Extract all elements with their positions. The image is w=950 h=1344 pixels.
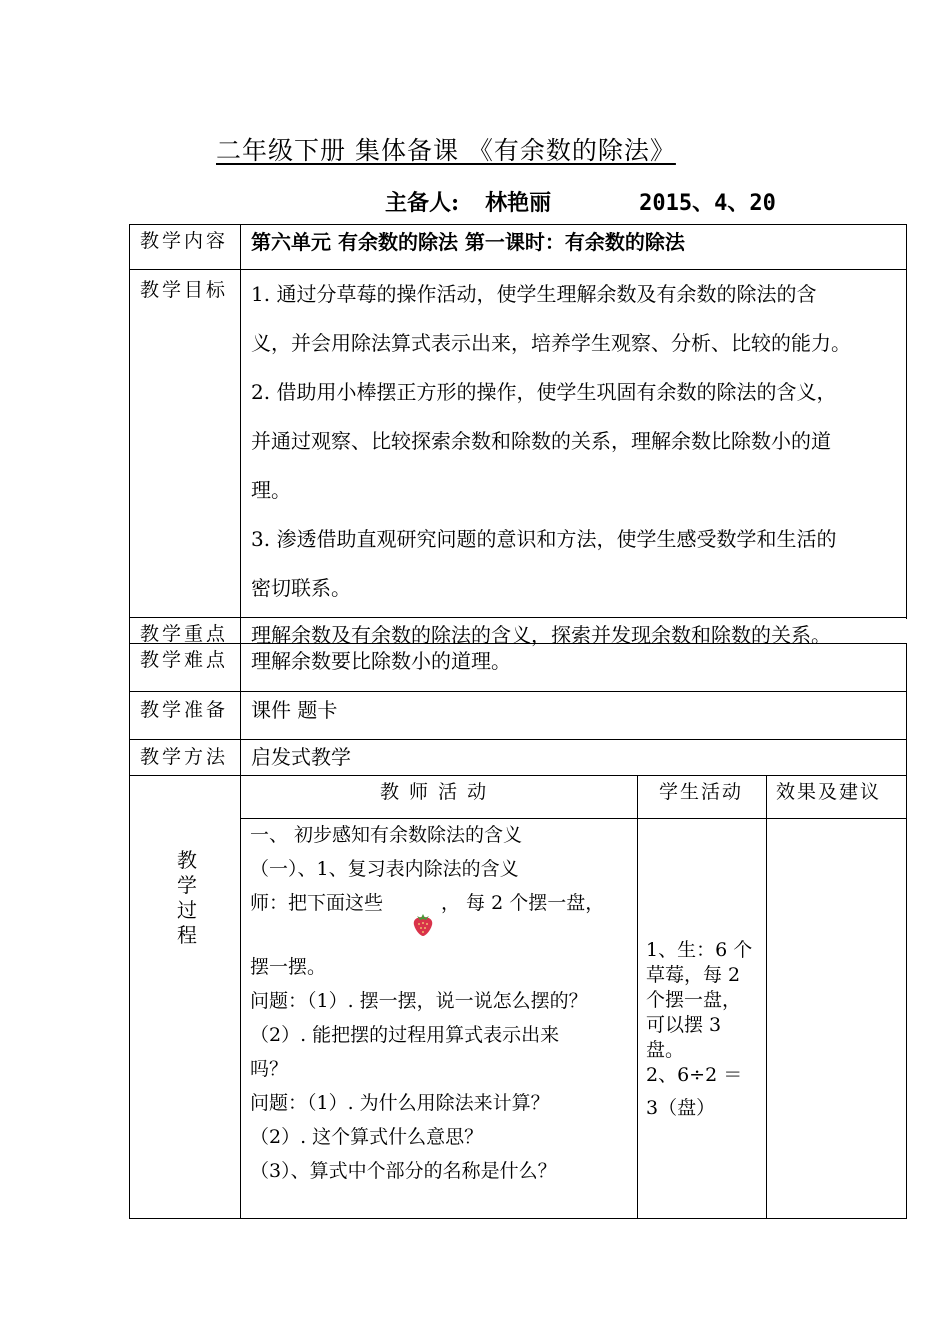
goal-line: 并通过观察、比较探索余数和除数的关系，理解余数比除数小的道 (251, 429, 831, 453)
key-points-value: 理解余数及有余数的除法的含义，探索并发现余数和除数的关系。 (251, 623, 831, 647)
header-student-activity: 学生活动 (659, 781, 744, 803)
teacher-line-part: ， 每 2 个摆一盘， (441, 892, 605, 914)
method-value: 启发式教学 (251, 745, 351, 769)
preparer-line (385, 186, 776, 217)
preparation-value: 课件 题卡 (251, 698, 338, 722)
student-line: 可以摆 3 (646, 1014, 722, 1036)
teacher-line: （2）. 这个算式什么意思？ (250, 1126, 484, 1148)
strawberry-icon (411, 911, 435, 937)
label-process (172, 848, 202, 948)
goal-line: 2. 借助用小棒摆正方形的操作，使学生巩固有余数的除法的含义， (251, 380, 837, 404)
teacher-line: 吗？ (250, 1058, 289, 1080)
goals-value (251, 270, 901, 613)
teacher-activity (250, 818, 635, 1188)
teacher-line: （一）、1、复习表内除法的含义 (250, 858, 519, 880)
label-difficulty: 教学难点 (140, 649, 229, 671)
teacher-line: （3）、算式中个部分的名称是什么？ (250, 1160, 557, 1182)
teacher-line (250, 886, 635, 920)
student-line: 个摆一盘， (646, 989, 742, 1011)
teacher-line: 问题：（1）. 为什么用除法来计算？ (250, 1092, 550, 1114)
label-method: 教学方法 (140, 746, 229, 768)
process-label-text: 教 学 过 程 (177, 848, 197, 947)
teacher-line: （2）. 能把摆的过程用算式表示出来 (250, 1024, 560, 1046)
student-activity (646, 938, 762, 1121)
goal-line: 密切联系。 (251, 576, 351, 600)
label-content: 教学内容 (140, 230, 229, 252)
header-teacher-activity: 教 师 活 动 (380, 781, 489, 803)
preparer-label: 主备人: (385, 190, 460, 216)
goal-line: 理。 (251, 478, 291, 502)
student-line: 盘。 (646, 1039, 685, 1061)
content-value: 第六单元 有余数的除法 第一课时：有余数的除法 (251, 230, 685, 254)
label-goals: 教学目标 (140, 279, 229, 301)
goal-line: 1. 通过分草莓的操作活动，使学生理解余数及有余数的除法的含 (251, 282, 817, 306)
difficulty-value: 理解余数要比除数小的道理。 (251, 649, 511, 673)
teacher-line: 一、 初步感知有余数除法的含义 (250, 824, 523, 846)
goal-line: 义，并会用除法算式表示出来，培养学生观察、分析、比较的能力。 (251, 331, 851, 355)
student-line: 草莓，每 2 (646, 964, 741, 986)
header-effect: 效果及建议 (776, 781, 882, 803)
student-line: 3（盘） (646, 1097, 716, 1119)
teacher-line: 摆一摆。 (250, 956, 327, 978)
preparer-name: 林艳丽 (485, 190, 552, 216)
student-line: 2、6÷2 ＝ (646, 1064, 743, 1086)
lesson-date: 2015、4、20 (639, 191, 776, 216)
goal-line: 3. 渗透借助直观研究问题的意识和方法，使学生感受数学和生活的 (251, 527, 837, 551)
label-key-points: 教学重点 (140, 623, 229, 645)
document-title: 二年级下册 集体备课 《有余数的除法》 (216, 136, 676, 165)
student-line: 1、生：6 个 (646, 939, 753, 961)
label-preparation: 教学准备 (140, 699, 229, 721)
teacher-line-part: 师：把下面这些 (250, 892, 384, 914)
teacher-line: 问题：（1）. 摆一摆，说一说怎么摆的？ (250, 990, 588, 1012)
